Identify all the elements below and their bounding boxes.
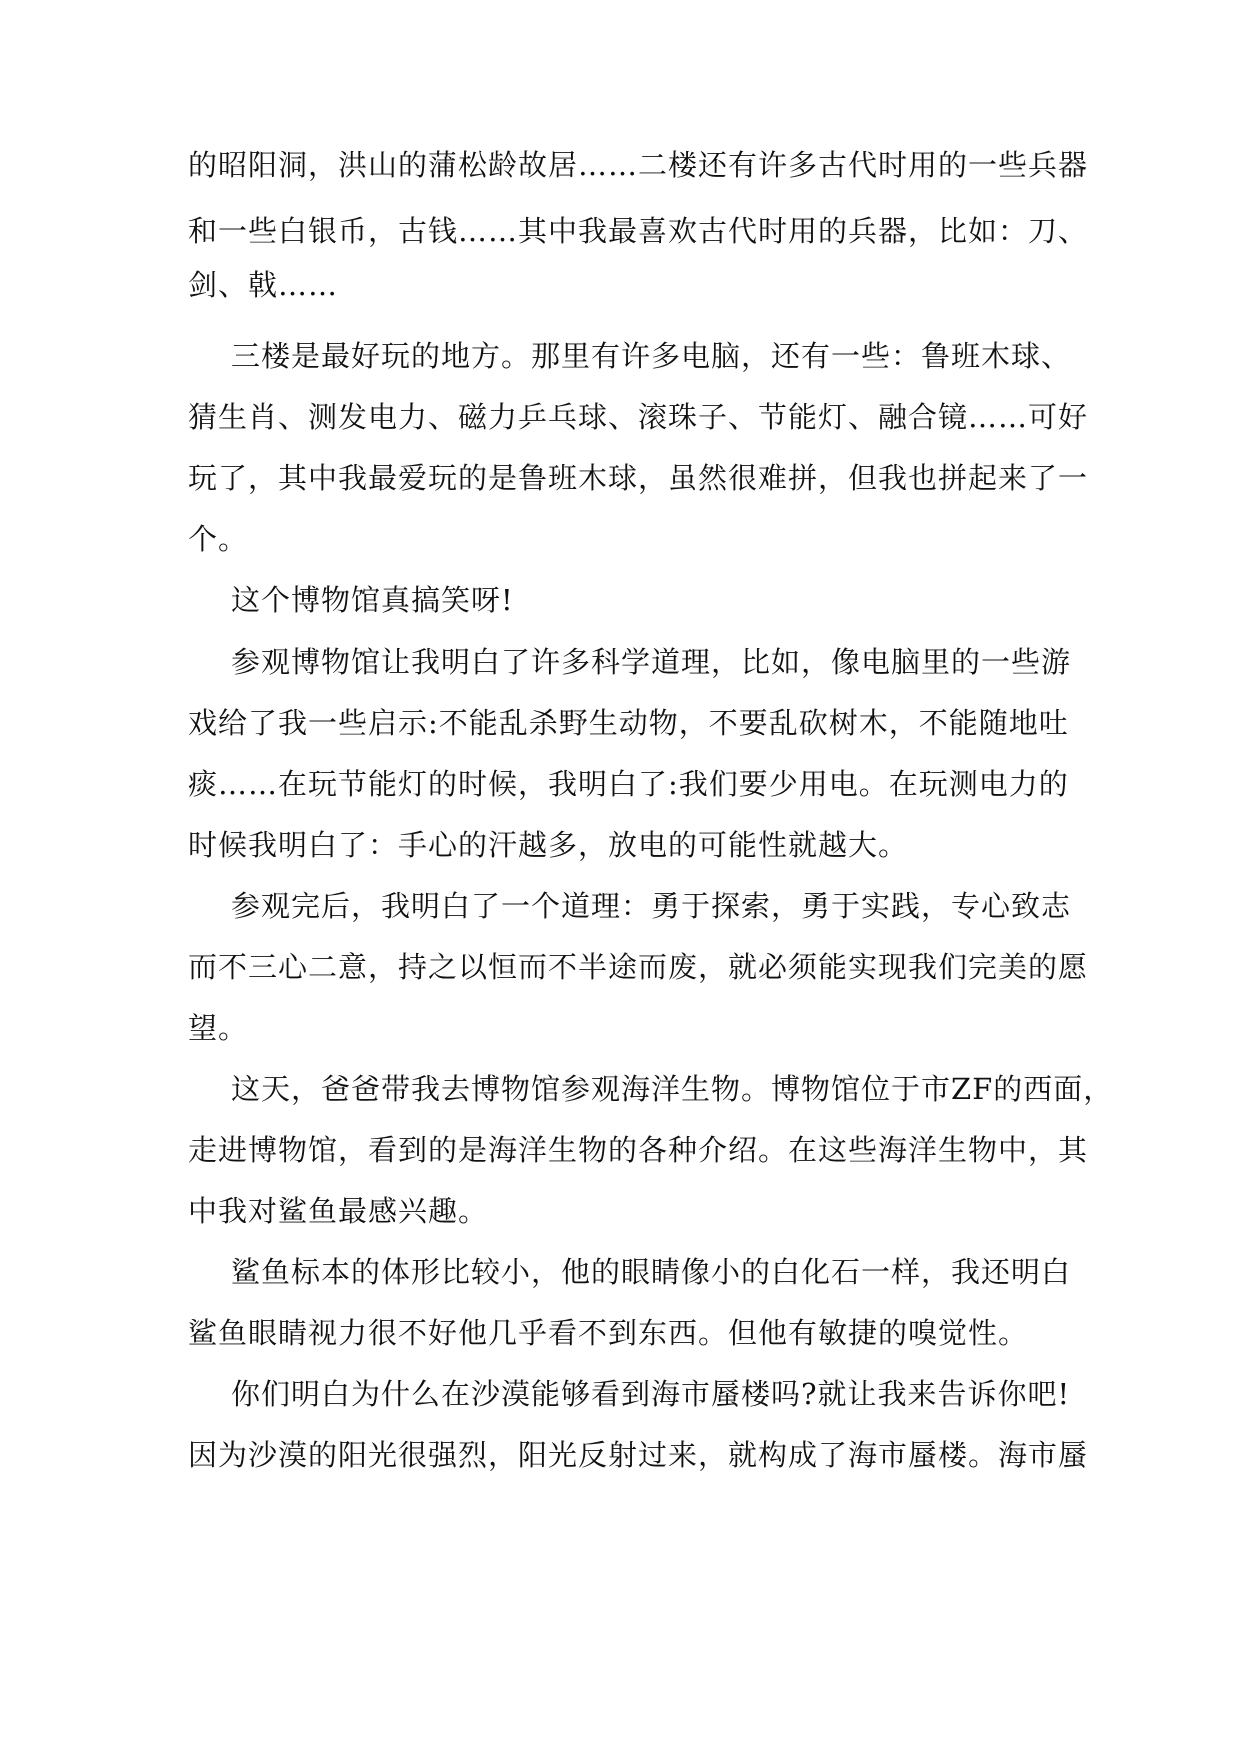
paragraph-first-line: 三楼是最好玩的地方。那里有许多电脑，还有一些：鲁班木球、	[231, 339, 1072, 373]
text-line: 鲨鱼眼睛视力很不好他几乎看不到东西。但他有敏捷的嗅觉性。	[188, 1316, 1029, 1350]
text-line: 而不三心二意，持之以恒而不半途而废，就必须能实现我们完美的愿	[188, 950, 1089, 984]
paragraph-first-line: 这个博物馆真搞笑呀!	[231, 583, 514, 617]
text-line: 戏给了我一些启示:不能乱杀野生动物，不要乱砍树木，不能随地吐	[188, 706, 1069, 740]
paragraph-first-line: 你们明白为什么在沙漠能够看到海市蜃楼吗?就让我来告诉你吧!	[231, 1377, 1071, 1411]
paragraph-first-line: 参观完后，我明白了一个道理：勇于探索，勇于实践，专心致志	[231, 889, 1072, 923]
text-line: 剑、戟……	[188, 268, 339, 302]
text-line: 个。	[188, 522, 249, 556]
paragraph-first-line: 参观博物馆让我明白了许多科学道理，比如，像电脑里的一些游	[231, 645, 1072, 679]
text-line: 因为沙漠的阳光很强烈，阳光反射过来，就构成了海市蜃楼。海市蜃	[188, 1438, 1089, 1472]
text-line: 望。	[188, 1011, 249, 1045]
text-line: 的昭阳洞，洪山的蒲松龄故居……二楼还有许多古代时用的一些兵器	[188, 148, 1089, 182]
text-line: 时候我明白了：手心的汗越多，放电的可能性就越大。	[188, 828, 909, 862]
text-line: 和一些白银币，古钱……其中我最喜欢古代时用的兵器，比如：刀、	[188, 214, 1089, 248]
text-line: 中我对鲨鱼最感兴趣。	[188, 1194, 489, 1228]
text-line: 走进博物馆，看到的是海洋生物的各种介绍。在这些海洋生物中，其	[188, 1133, 1089, 1167]
text-line: 玩了，其中我最爱玩的是鲁班木球，虽然很难拼，但我也拼起来了一	[188, 461, 1089, 495]
paragraph-first-line: 鲨鱼标本的体形比较小，他的眼睛像小的白化石一样，我还明白	[231, 1255, 1072, 1289]
paragraph-first-line: 这天，爸爸带我去博物馆参观海洋生物。博物馆位于市ZF的西面，	[231, 1072, 1114, 1106]
text-line: 猜生肖、测发电力、磁力乒乓球、滚珠子、节能灯、融合镜……可好	[188, 400, 1089, 434]
text-line: 痰……在玩节能灯的时候，我明白了:我们要少用电。在玩测电力的	[188, 767, 1069, 801]
